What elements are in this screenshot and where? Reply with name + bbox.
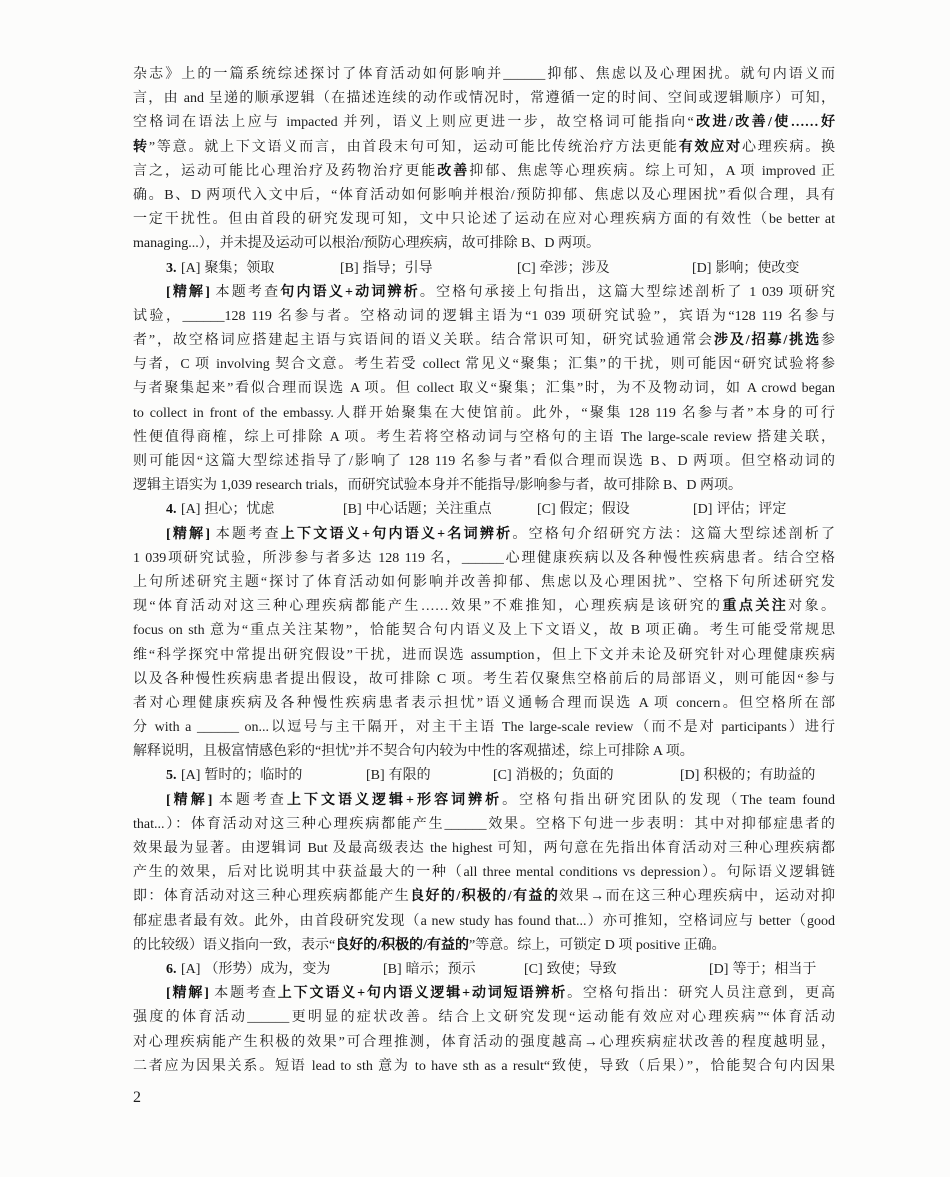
text-run: 试验，______128 119 名参与者。空格动词的逻辑主语为“1 039 项研究试验”，宾语为“128 119 名参与 <box>133 308 835 324</box>
explanation-line <box>133 837 835 861</box>
text-run: 。空格句介绍研究方法：这篇大型综述剖析了 <box>512 526 836 542</box>
explanation-line <box>133 450 835 474</box>
option-c <box>517 257 610 281</box>
option-key: [B] <box>340 260 359 276</box>
options-row <box>133 958 835 982</box>
explanation-label: [精解] <box>166 284 210 300</box>
explanation-line <box>133 402 835 426</box>
explanation-line <box>133 547 835 571</box>
explanation-line <box>133 885 835 909</box>
option-key: [B] <box>366 768 385 784</box>
explanation-line <box>133 474 835 498</box>
option-key: [A] <box>181 260 201 276</box>
option-text: 暗示；预示 <box>405 961 476 977</box>
text-run: 则可能因“这篇大型综述指导了/影响了 128 119 名参与者”看似合理而误选 B、D 两项。但空格动词的 <box>133 454 835 469</box>
explanation-line <box>133 1031 835 1055</box>
text-run: 与者聚集起来”看似合理而误选 A 项。但 collect 取义“聚集；汇集”时，为不及物动词，如 A crowd began <box>133 381 835 397</box>
text-run: 强度的体育活动______更明显的症状改善。结合上文研究发现“运动能有效应对心理疾病”“体育活动 <box>133 1010 835 1026</box>
text-run: 。空格句指出：研究人员注意到，更高 <box>567 986 835 1002</box>
bold-text: 句内语义+动词辨析 <box>280 284 420 300</box>
option-a <box>181 257 274 281</box>
option-c <box>537 498 630 522</box>
bold-text: 良好的/积极的/有益的 <box>410 889 560 905</box>
text-run: 的比较级）语义指向一致，表示“ <box>133 937 336 953</box>
text-run: 抑郁、焦虑等心理疾病。综上可知，A 项 improved 正 <box>469 163 836 179</box>
option-text: （形势）成为，变为 <box>204 961 331 977</box>
option-key: [A] <box>181 502 201 518</box>
option-key: [C] <box>493 768 512 784</box>
text-line <box>133 63 835 87</box>
text-run: 以及各种慢性疾病患者提出假设，故可排除 C 项。考生若仅聚焦空格前后的局部语义，则可能因“参与 <box>133 671 835 687</box>
text-run: 一定干扰性。但由首段的研究发现可知，文中只论述了运动在应对心理疾病方面的有效性（be better at <box>133 212 835 228</box>
text-run: to collect in front of the embassy.人群开始聚集在大使馆前。此外，“聚集 128 119 名参与者”本身的可行 <box>133 405 835 421</box>
page-number: 2 <box>133 1089 141 1106</box>
text-run: 产生的效果，后对比说明其中获益最大的一种（all three mental conditions vs depression）。句际语义逻辑链 <box>133 865 835 881</box>
text-run: 1 039项研究试验，所涉参与者多达 128 119 名，______心理健康疾病以及各种慢性疾病患者。结合空格 <box>133 550 835 566</box>
explanation-line <box>133 644 835 668</box>
option-a <box>181 498 274 522</box>
option-text: 指导；引导 <box>362 260 433 276</box>
option-a <box>181 764 302 788</box>
text-body <box>133 63 835 1079</box>
text-run: ”等意。综上，可锁定 D 项 positive 正确。 <box>469 937 726 953</box>
explanation-line <box>133 861 835 885</box>
bold-text: 涉及/招募/挑选 <box>713 333 822 349</box>
text-line <box>133 87 835 111</box>
question-number: 5. <box>166 768 177 784</box>
option-key: [C] <box>517 260 536 276</box>
explanation-line <box>133 1006 835 1030</box>
explanation-line <box>133 716 835 740</box>
explanation-line <box>133 789 835 813</box>
text-run: 二者应为因果关系。短语 lead to sth 意为 to have sth as a result“致使，导致（后果）”，恰能契合句内因果 <box>133 1058 835 1074</box>
option-key: [B] <box>383 961 402 977</box>
option-d <box>709 958 816 982</box>
text-run: managing...），并未提及运动可以根治/预防心理疾病，故可排除 B、D 两项。 <box>133 236 601 252</box>
text-run: 郁症患者最有效。此外，由首段研究发现（a new study has found that...）亦可推知，空格词应与 better（good <box>133 913 835 929</box>
text-run: 解释说明，且极富情感色彩的“担忧”并不契合句内较为中性的客观描述，综上可排除 A 项。 <box>133 744 694 760</box>
option-text: 中心话题；关注重点 <box>365 502 492 518</box>
explanation-line <box>133 934 835 958</box>
text-run: 与者，C 项 involving 契合文意。考生若受 collect 常见义“聚集；汇集”的干扰，则可能因“研究试验将参 <box>133 357 835 373</box>
text-run: 分 with a ______ on...以逗号与主干隔开，对主干主语 The large-scale review（而不是对 participants）进行 <box>133 720 835 736</box>
explanation-line <box>133 305 835 329</box>
text-run: 性便值得商榷，综上可排除 A 项。考生若将空格动词与空格句的主语 The large-scale review 搭建关联， <box>133 429 835 445</box>
text-run: 。空格句指出研究团队的发现（The team found <box>502 792 835 808</box>
text-run: 言之，运动可能比心理治疗及药物治疗更能 <box>133 163 438 179</box>
text-run: 逻辑主语实为 1,039 research trials，而研究试验本身并不能指导/影响参与者，故可排除 B、D 两项。 <box>133 478 742 494</box>
explanation-line <box>133 281 835 305</box>
explanation-line <box>133 910 835 934</box>
bold-text: 上下文语义+句内语义逻辑+动词短语辨析 <box>277 986 568 1002</box>
explanation-line <box>133 813 835 837</box>
option-text: 影响；使改变 <box>715 260 800 276</box>
option-key: [A] <box>181 768 201 784</box>
explanation-line <box>133 523 835 547</box>
explanation-line <box>133 595 835 619</box>
option-text: 等于；相当于 <box>732 961 817 977</box>
option-a <box>181 958 330 982</box>
text-run: 空格词在语法上应与 impacted 并列，语义上则应更进一步，故空格词可能指向“ <box>133 115 694 131</box>
explanation-line <box>133 1055 835 1079</box>
option-c <box>524 958 617 982</box>
text-run: 本题考查 <box>212 792 287 808</box>
text-line <box>133 160 835 184</box>
text-run: 杂志》上的一篇系统综述探讨了体育活动如何影响并______抑郁、焦虑以及心理困扰。就句内语义而 <box>133 67 835 82</box>
explanation-line <box>133 692 835 716</box>
option-b <box>366 764 431 788</box>
option-c <box>493 764 614 788</box>
text-run: 效果最为显著。由逻辑词 But 及最高级表达 the highest 可知，两句意在先指出体育活动对三种心理疾病都 <box>133 841 835 856</box>
option-text: 消极的；负面的 <box>515 768 614 784</box>
option-text: 牵涉；涉及 <box>539 260 610 276</box>
bold-text: 有效应对 <box>678 139 742 155</box>
text-run: ”等意。就上下文语义而言，由首段末句可知，运动可能比传统治疗方法更能 <box>148 139 679 155</box>
explanation-line <box>133 740 835 764</box>
option-key: [D] <box>693 502 713 518</box>
bold-text: 重点关注 <box>722 599 789 615</box>
option-key: [D] <box>709 961 729 977</box>
bold-text: 良好的/积极的/有益的 <box>335 937 469 953</box>
question-number: 6. <box>166 961 177 977</box>
explanation-line <box>133 982 835 1006</box>
option-b <box>343 498 492 522</box>
text-run: 本题考查 <box>208 986 278 1002</box>
explanation-line <box>133 668 835 692</box>
option-d <box>680 764 815 788</box>
text-line <box>133 111 835 135</box>
explanation-line <box>133 571 835 595</box>
option-d <box>693 498 786 522</box>
text-run: 上句所述研究主题“探讨了体育活动如何影响并改善抑郁、焦虑以及心理困扰”、空格下句所述研究发 <box>133 574 835 590</box>
explanation-line <box>133 426 835 450</box>
explanation-line <box>133 377 835 401</box>
text-run: 言，由 and 呈递的顺承逻辑（在描述连续的动作或情况时，常遵循一定的时间、空间或逻辑顺序）可知， <box>133 91 835 107</box>
text-run: 者对心理健康疾病及各种慢性疾病患者表示担忧”语义通畅合理而误选 A 项 concern。但空格所在部 <box>133 695 835 711</box>
option-key: [C] <box>524 961 543 977</box>
text-run: 确。B、D 两项代入文中后，“体育活动如何影响并根治/预防抑郁、焦虑以及心理困扰”看似合理，具有 <box>133 187 835 203</box>
question-number: 3. <box>166 260 177 276</box>
text-line <box>133 232 835 256</box>
explanation-line <box>133 329 835 353</box>
option-b <box>340 257 433 281</box>
text-run: focus on sth 意为“重点关注某物”，恰能契合句内语义及上下文语义，故 B 项正确。考生可能受常规思 <box>133 623 835 639</box>
text-run: 。空格句承接上句指出，这篇大型综述剖析了 1 039 项研究 <box>419 284 835 300</box>
option-text: 暂时的；临时的 <box>204 768 303 784</box>
text-run: 参 <box>821 333 836 349</box>
option-text: 假定；假设 <box>559 502 630 518</box>
text-run: 对心理疾病能产生积极的效果”可合理推测，体育活动的强度越高→心理疾病症状改善的程度越明显， <box>133 1034 835 1050</box>
option-d <box>692 257 799 281</box>
options-row <box>133 257 835 281</box>
text-run: 心理疾病。换 <box>741 139 836 155</box>
option-text: 致使；导致 <box>546 961 617 977</box>
explanation-label: [精解] <box>166 526 211 542</box>
text-run: 者”，故空格词应搭建起主语与宾语间的语义关联。结合常识可知，研究试验通常会 <box>133 333 714 349</box>
option-key: [A] <box>181 961 201 977</box>
text-run: 即：体育活动对这三种心理疾病都能产生 <box>133 889 411 905</box>
text-line <box>133 136 835 160</box>
text-run: 本题考查 <box>209 284 281 300</box>
bold-text: 改进/改善/使……好 <box>693 115 836 131</box>
question-number: 4. <box>166 502 177 518</box>
option-text: 担心；忧虑 <box>204 502 275 518</box>
explanation-label: [精解] <box>166 792 213 808</box>
explanation-line <box>133 619 835 643</box>
bold-text: 上下文语义+句内语义+名词辨析 <box>280 526 513 542</box>
option-b <box>383 958 476 982</box>
text-line <box>133 208 835 232</box>
text-run: 对象。 <box>788 599 836 615</box>
text-run: 本题考查 <box>210 526 281 542</box>
option-key: [D] <box>680 768 700 784</box>
text-run: 现“体育活动对这三种心理疾病都能产生……效果”不难推知，心理疾病是该研究的 <box>133 599 723 615</box>
option-key: [D] <box>692 260 712 276</box>
option-text: 有限的 <box>388 768 431 784</box>
bold-text: 转 <box>133 139 149 155</box>
options-row <box>133 498 835 522</box>
option-text: 聚集；领取 <box>204 260 275 276</box>
text-line <box>133 184 835 208</box>
text-run: that...）：体育活动对这三种心理疾病都能产生______效果。空格下句进一步表明：其中对抑郁症患者的 <box>133 816 835 832</box>
option-text: 积极的；有助益的 <box>703 768 816 784</box>
option-key: [C] <box>537 502 556 518</box>
option-text: 评估；评定 <box>716 502 787 518</box>
text-run: 维“科学探究中常提出研究假设”干扰，进而误选 assumption，但上下文并未论及研究针对心理健康疾病 <box>133 647 835 663</box>
option-key: [B] <box>343 502 362 518</box>
bold-text: 改善 <box>437 163 470 179</box>
text-run: 效果→而在这三种心理疾病中，运动对抑 <box>559 889 836 905</box>
options-row <box>133 764 835 788</box>
bold-text: 上下文语义逻辑+形容词辨析 <box>286 792 503 808</box>
explanation-label: [精解] <box>166 986 209 1002</box>
explanation-line <box>133 353 835 377</box>
